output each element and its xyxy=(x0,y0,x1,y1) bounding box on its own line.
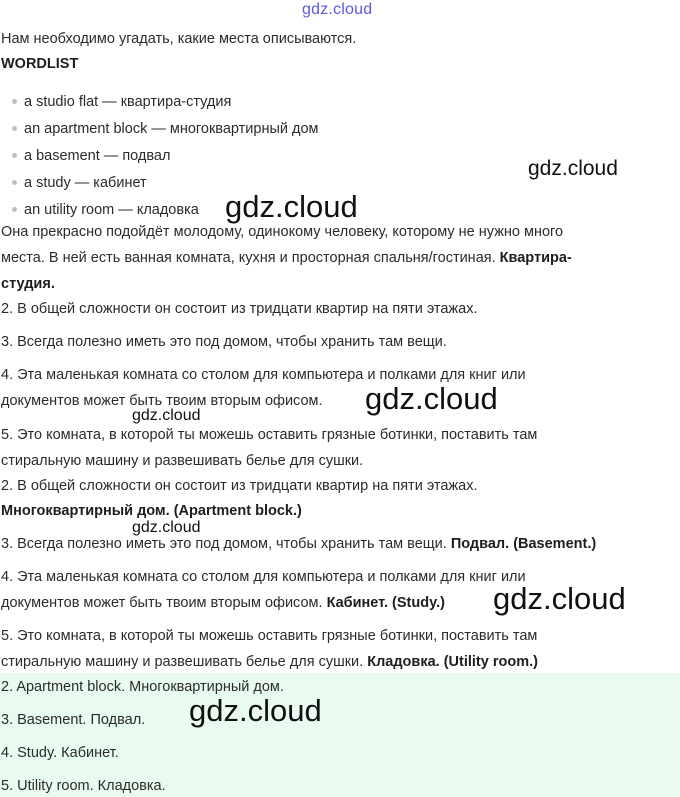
bullet-dot xyxy=(12,207,17,212)
answer-3: 3. Basement. Подвал. xyxy=(1,712,146,728)
task-1-line-1: Она прекрасно подойдёт молодому, одинокому человеку, которому не нужно много xyxy=(1,224,564,240)
bullet-dot xyxy=(12,180,17,185)
watermark: gdz.cloud xyxy=(528,157,618,180)
solved-2-question: 2. В общей сложности он состоит из тридцати квартир на пяти этажах. xyxy=(1,478,478,494)
solved-3: 3. Всегда полезно иметь это под домом, чтобы хранить там вещи. Подвал. (Basement.) xyxy=(1,536,597,552)
solved-5-answer: Кладовка. (Utility room.) xyxy=(367,654,538,670)
task-5-line-1: 5. Это комната, в которой ты можешь оставить грязные ботинки, поставить там xyxy=(1,427,538,443)
solved-4-answer: Кабинет. (Study.) xyxy=(326,595,445,611)
watermark: gdz.cloud xyxy=(189,693,322,728)
wordlist-item: a study — кабинет xyxy=(24,175,147,191)
solved-3-answer: Подвал. (Basement.) xyxy=(450,536,597,552)
task-1-line-3: студия. xyxy=(1,276,55,292)
solved-5-line-2: стиральную машину и развешивать белье для сушки. Кладовка. (Utility room.) xyxy=(1,654,538,670)
task-5-line-2: стиральную машину и развешивать белье для сушки. xyxy=(1,453,364,469)
task-4-line-2: документов может быть твоим вторым офисом. xyxy=(1,393,323,409)
watermark: gdz.cloud xyxy=(225,189,358,224)
intro-text: Нам необходимо угадать, какие места описываются. xyxy=(1,31,357,47)
solved-5-line-1: 5. Это комната, в которой ты можешь оставить грязные ботинки, поставить там xyxy=(1,628,538,644)
task-3: 3. Всегда полезно иметь это под домом, чтобы хранить там вещи. xyxy=(1,334,447,350)
wordlist-item: an apartment block — многоквартирный дом xyxy=(24,121,319,137)
bullet-dot xyxy=(12,153,17,158)
bullet-dot xyxy=(12,126,17,131)
solved-4-line-2: документов может быть твоим вторым офисом. Кабинет. (Study.) xyxy=(1,595,445,611)
solved-2-answer: Многоквартирный дом. (Apartment block.) xyxy=(1,503,302,519)
watermark: gdz.cloud xyxy=(132,519,201,536)
task-4-line-1: 4. Эта маленькая комната со столом для компьютера и полками для книг или xyxy=(1,367,526,383)
wordlist-item: a studio flat — квартира-студия xyxy=(24,94,232,110)
task-1-line-2: места. В ней есть ванная комната, кухня и просторная спальня/гостиная. Квартира- xyxy=(1,250,572,266)
watermark: gdz.cloud xyxy=(365,381,498,416)
wordlist-item: an utility room — кладовка xyxy=(24,202,199,218)
wordlist-item: a basement — подвал xyxy=(24,148,171,164)
watermark: gdz.cloud xyxy=(132,407,201,424)
solved-4-line-1: 4. Эта маленькая комната со столом для компьютера и полками для книг или xyxy=(1,569,526,585)
task-1-answer: Квартира- xyxy=(499,250,572,266)
task-2: 2. В общей сложности он состоит из тридцати квартир на пяти этажах. xyxy=(1,301,478,317)
wordlist-title: WORDLIST xyxy=(1,56,79,72)
answer-2: 2. Apartment block. Многоквартирный дом. xyxy=(1,679,284,695)
answer-4: 4. Study. Кабинет. xyxy=(1,745,119,761)
answer-5: 5. Utility room. Кладовка. xyxy=(1,778,166,794)
header-watermark: gdz.cloud xyxy=(302,1,373,18)
watermark: gdz.cloud xyxy=(493,581,626,616)
bullet-dot xyxy=(12,99,17,104)
